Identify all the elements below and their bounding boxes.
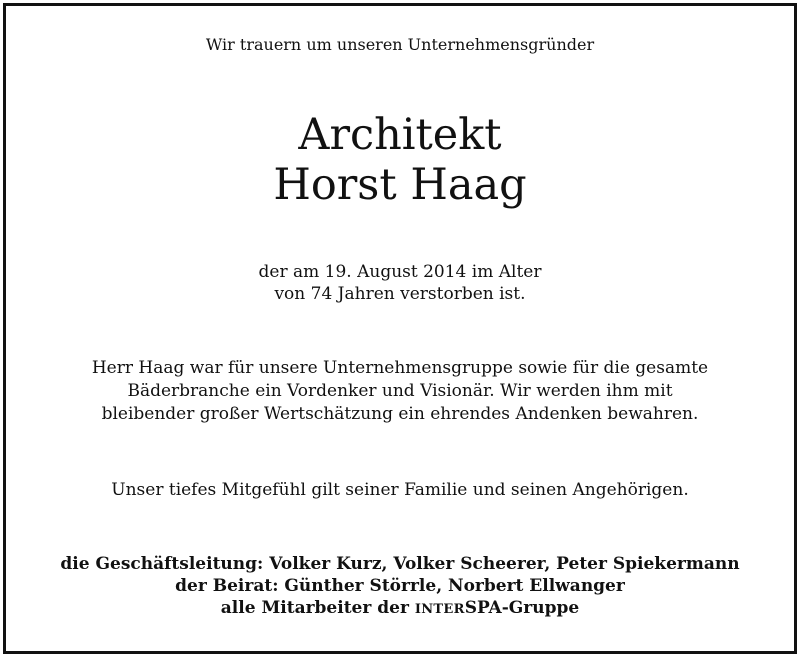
intro-text: Wir trauern um unseren Unternehmensgründer (205, 35, 595, 54)
brand-spa: SPA (464, 598, 502, 618)
tribute-line-2: Bäderbranche ein Vordenker und Visionär. Wir werden ihm mit (127, 381, 673, 401)
tribute-line-3: bleibender großer Wertschätzung ein ehrendes Andenken bewahren. (101, 404, 699, 424)
title-profession: Architekt (298, 110, 502, 160)
signature-staff (0, 600, 800, 617)
title-name: Horst Haag (273, 160, 527, 210)
signature-staff-prefix: alle Mitarbeiter der (220, 598, 415, 618)
signature-staff-suffix: -Gruppe (501, 598, 580, 618)
signature-board: der Beirat: Günther Störrle, Norbert Ellwanger (175, 576, 625, 596)
tribute-line-1: Herr Haag war für unsere Unternehmensgruppe sowie für die gesamte (91, 358, 709, 378)
signature-management: die Geschäftsleitung: Volker Kurz, Volker Scheerer, Peter Spiekermann (60, 554, 740, 574)
brand-inter: INTER (414, 602, 465, 617)
sympathy-text: Unser tiefes Mitgefühl gilt seiner Familie und seinen Angehörigen. (111, 480, 689, 500)
death-date-line: der am 19. August 2014 im Alter (258, 262, 542, 282)
death-age-line: von 74 Jahren verstorben ist. (274, 284, 526, 304)
